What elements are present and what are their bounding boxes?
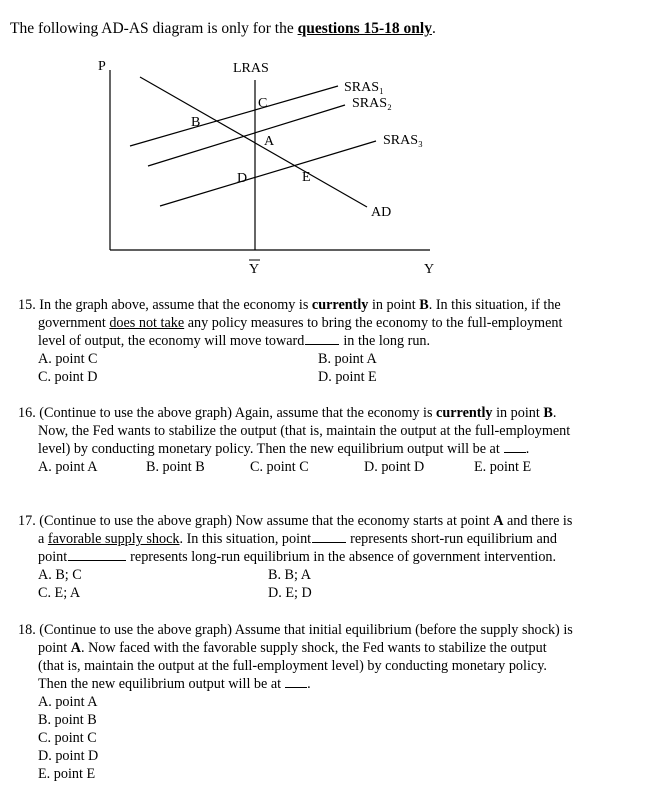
- q18-option-c[interactable]: C. point C: [38, 730, 97, 746]
- point-c-label: C: [258, 96, 268, 111]
- q18-option-d[interactable]: D. point D: [38, 748, 99, 764]
- q18-text: .: [307, 676, 311, 692]
- q15-options-row-1: [18, 350, 562, 368]
- intro-suffix: .: [431, 20, 436, 37]
- q16-option-d[interactable]: D. point D: [364, 459, 425, 475]
- lras-label: LRAS: [233, 61, 269, 76]
- sras2-label: SRAS₂: [352, 96, 392, 111]
- q15-answer-blank[interactable]: [305, 332, 339, 345]
- sras1-label: SRAS₁: [344, 80, 384, 95]
- q16-line-1: [18, 404, 570, 422]
- q15-text: in point: [368, 297, 420, 313]
- q15-text: any policy measures to bring the economy to the full-employment: [184, 315, 563, 331]
- q16-text: Now, the Fed wants to stabilize the output (that is, maintain the output at the full-employment: [38, 423, 571, 439]
- q17-option-b[interactable]: B. B; A: [268, 567, 311, 583]
- q15-option-a[interactable]: A. point C: [38, 351, 98, 367]
- q17-text: . In this situation, point: [179, 531, 312, 547]
- q15-line-1: [18, 296, 562, 314]
- q16-option-b[interactable]: B. point B: [146, 459, 205, 475]
- q18-text: Then the new equilibrium output will be at: [38, 676, 282, 692]
- point-b-label: B: [191, 115, 201, 130]
- q17-option-d[interactable]: D. E; D: [268, 585, 312, 601]
- q15-text: in the long run.: [343, 333, 431, 349]
- q17-text: (Continue to use the above graph) Now assume that the economy starts at point: [39, 513, 494, 529]
- q17-options-row-2: [18, 584, 572, 602]
- q18-text: point: [38, 640, 71, 656]
- q17-text: a: [38, 531, 48, 547]
- question-16: [18, 404, 570, 476]
- q17-bold-point: A: [493, 513, 504, 529]
- q15-options-row-2: [18, 368, 562, 386]
- q15-text: level of output, the economy will move toward: [38, 333, 305, 349]
- intro-bold: questions 15-18 only: [297, 20, 432, 37]
- q16-text: .: [552, 405, 557, 421]
- q17-line-1: [18, 512, 572, 530]
- potential-output-label: Y: [249, 262, 260, 277]
- q17-text: and there is: [503, 513, 573, 529]
- q16-line-3: [18, 440, 570, 458]
- q18-bold-point: A: [70, 640, 81, 656]
- q18-option-b[interactable]: B. point B: [38, 712, 97, 728]
- q18-line-3: [18, 657, 573, 675]
- q15-text: government: [38, 315, 110, 331]
- q18-text: (Continue to use the above graph) Assume that initial equilibrium (before the supply shock) is: [39, 622, 573, 638]
- q16-text: in point: [492, 405, 544, 421]
- q15-text: . In this situation, if the: [428, 297, 561, 313]
- q16-answer-blank[interactable]: [504, 440, 526, 453]
- q16-text: .: [525, 441, 530, 457]
- point-e-label: E: [302, 170, 311, 185]
- q18-line-1: [18, 621, 573, 639]
- q16-line-2: [18, 422, 570, 440]
- question-18: [18, 621, 573, 783]
- q17-text: represents short-run equilibrium and: [350, 531, 557, 547]
- q16-number: 16.: [18, 405, 36, 421]
- y-axis-label: P: [98, 59, 106, 74]
- q15-line-2: [18, 314, 562, 332]
- q16-option-e[interactable]: E. point E: [474, 459, 532, 475]
- ad-as-diagram: [0, 0, 648, 300]
- question-15: [18, 296, 562, 386]
- q15-option-c[interactable]: C. point D: [38, 369, 98, 385]
- sras1-curve: [130, 86, 338, 146]
- q18-option-a[interactable]: A. point A: [38, 694, 98, 710]
- q16-options-row: [18, 458, 570, 476]
- q16-bold-currently: currently: [436, 405, 493, 421]
- q15-option-d[interactable]: D. point E: [318, 369, 377, 385]
- q18-number: 18.: [18, 622, 36, 638]
- q17-line-2: [18, 530, 572, 548]
- sras3-label: SRAS₃: [383, 133, 423, 148]
- q17-underlined: favorable supply shock: [47, 531, 180, 547]
- q17-text: represents long-run equilibrium in the absence of government intervention.: [130, 549, 557, 565]
- q18-line-4: [18, 675, 573, 693]
- q15-text: In the graph above, assume that the economy is: [39, 297, 312, 313]
- ad-label: AD: [371, 205, 392, 220]
- q17-blank-2[interactable]: [68, 548, 126, 561]
- q18-text: . Now faced with the favorable supply shock, the Fed wants to stabilize the output: [80, 640, 547, 656]
- x-axis-label: Y: [424, 262, 435, 277]
- q15-number: 15.: [18, 297, 36, 313]
- q15-bold-point: B: [419, 297, 429, 313]
- intro-prefix: The following AD-AS diagram is only for the: [10, 20, 298, 37]
- point-a-label: A: [264, 134, 275, 149]
- q17-number: 17.: [18, 513, 36, 529]
- question-17: [18, 512, 572, 602]
- q18-option-e[interactable]: E. point E: [38, 766, 96, 782]
- q17-option-c[interactable]: C. E; A: [38, 585, 81, 601]
- q18-answer-blank[interactable]: [285, 675, 307, 688]
- q16-text: level) by conducting monetary policy. Then the new equilibrium output will be at: [38, 441, 500, 457]
- q17-options-row-1: [18, 566, 572, 584]
- q17-blank-1[interactable]: [312, 530, 346, 543]
- q17-text: point: [38, 549, 68, 565]
- q15-line-3: [18, 332, 562, 350]
- ad-curve: [140, 77, 367, 207]
- q18-text: (that is, maintain the output at the full-employment level) by conducting monetary policy.: [38, 658, 547, 674]
- q18-line-2: [18, 639, 573, 657]
- q16-option-c[interactable]: C. point C: [250, 459, 309, 475]
- sras2-curve: [148, 105, 345, 166]
- q15-bold-currently: currently: [311, 297, 369, 313]
- q15-underlined: does not take: [109, 315, 185, 331]
- q15-option-b[interactable]: B. point A: [318, 351, 377, 367]
- q16-bold-point: B: [543, 405, 553, 421]
- point-d-label: D: [237, 171, 248, 186]
- q16-text: (Continue to use the above graph) Again, assume that the economy is: [39, 405, 437, 421]
- q17-line-3: [18, 548, 572, 566]
- q16-option-a[interactable]: A. point A: [38, 459, 98, 475]
- q17-option-a[interactable]: A. B; C: [38, 567, 82, 583]
